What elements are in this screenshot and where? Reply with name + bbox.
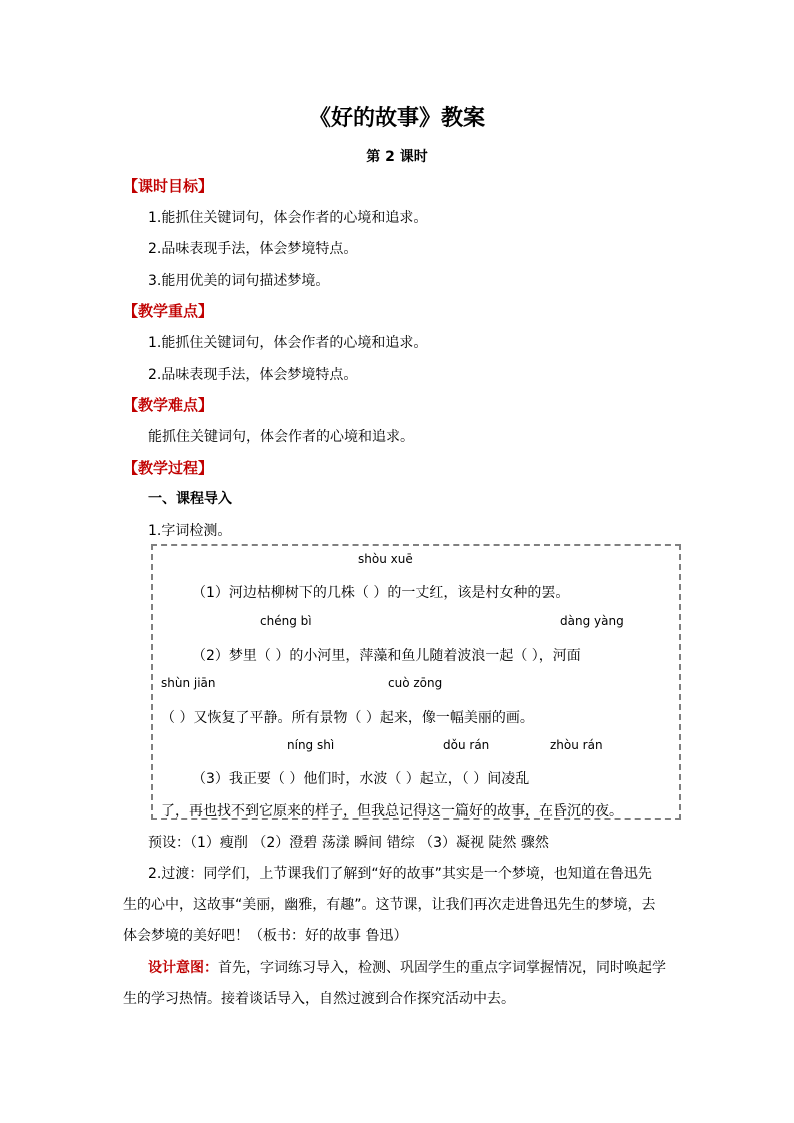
pinyin-label: dàng yàng xyxy=(560,614,624,628)
process-heading: 【教学过程】 xyxy=(123,459,214,477)
design-intent-text: 首先，字词练习导入，检测、巩固学生的重点字词掌握情况，同时唤起学 xyxy=(218,960,666,976)
pinyin-label: chéng bì xyxy=(260,614,312,628)
goals-heading: 【课时目标】 xyxy=(123,177,214,195)
difficulty-item: 能抓住关键词句，体会作者的心境和追求。 xyxy=(148,429,414,445)
exercise-line: （2）梦里（ ）的小河里，萍藻和鱼儿随着波浪一起（ ），河面 xyxy=(192,648,581,664)
design-intent-label: 设计意图 xyxy=(148,960,204,976)
transition-paragraph: 2.过渡：同学们，上节课我们了解到“好的故事”其实是一个梦境，也知道在鲁迅先 xyxy=(148,866,652,882)
pinyin-label: zhòu rán xyxy=(550,738,603,752)
goal-item: 1.能抓住关键词句，体会作者的心境和追求。 xyxy=(148,210,428,226)
goal-item: 2.品味表现手法，体会梦境特点。 xyxy=(148,241,358,257)
difficulties-heading: 【教学难点】 xyxy=(123,396,214,414)
key-point-item: 2.品味表现手法，体会梦境特点。 xyxy=(148,367,358,383)
transition-paragraph: 生的心中，这故事“美丽，幽雅，有趣”。这节课，让我们再次走进鲁迅先生的梦境，去 xyxy=(123,897,656,913)
step-one-label: 1.字词检测。 xyxy=(148,523,232,539)
design-intent-colon: ： xyxy=(204,960,218,976)
key-points-heading: 【教学重点】 xyxy=(123,302,214,320)
exercise-line: （ ）又恢复了平静。所有景物（ ）起来，像一幅美丽的画。 xyxy=(161,710,534,726)
pinyin-label: níng shì xyxy=(287,738,335,752)
key-point-item: 1.能抓住关键词句，体会作者的心境和追求。 xyxy=(148,335,428,351)
exercise-line: （3）我正要（ ）他们时，水波（ ）起立，（ ）间凌乱 xyxy=(192,771,530,787)
lesson-subtitle: 第 2 课时 xyxy=(366,149,428,165)
part-one-heading: 一、课程导入 xyxy=(148,491,232,507)
design-intent-line xyxy=(148,957,666,977)
exercise-line: （1）河边枯柳树下的几株（ ）的一丈红，该是村女种的罢。 xyxy=(192,585,570,601)
pinyin-label: shòu xuē xyxy=(358,552,413,566)
answer-key: 预设：（1）瘦削 （2）澄碧 荡漾 瞬间 错综 （3）凝视 陡然 骤然 xyxy=(148,835,549,851)
transition-paragraph: 体会梦境的美好吧！（板书：好的故事 鲁迅） xyxy=(123,928,408,944)
design-intent-text: 生的学习热情。接着谈话导入，自然过渡到合作探究活动中去。 xyxy=(123,991,515,1007)
pinyin-label: cuò zōng xyxy=(388,676,443,690)
pinyin-label: dǒu rán xyxy=(443,738,490,752)
pinyin-label: shùn jiān xyxy=(161,676,216,690)
goal-item: 3.能用优美的词句描述梦境。 xyxy=(148,273,330,289)
page-title: 《好的故事》教案 xyxy=(308,106,485,131)
exercise-line: 了，再也找不到它原来的样子，但我总记得这一篇好的故事，在昏沉的夜。 xyxy=(161,803,623,819)
